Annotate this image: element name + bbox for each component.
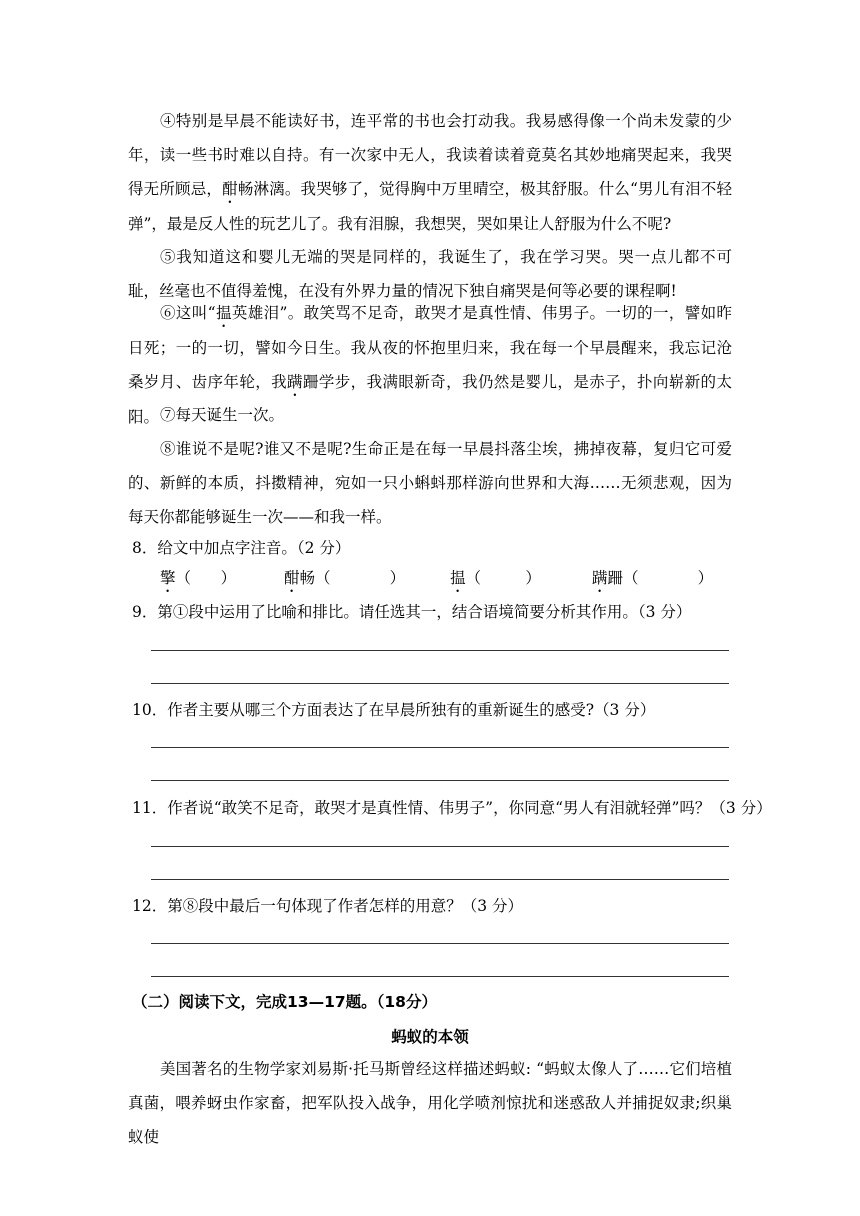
paragraph-5: ⑤我知道这和婴儿无端的哭是同样的，我诞生了，我在学习哭。哭一点儿都不可耻，丝毫也不值得羞愧，在没有外界力量的情况下独自痛哭是何等必要的课程啊! [128, 248, 732, 300]
pinyin-blank-1[interactable]: （ ） [175, 569, 237, 587]
article-title: 蚂蚁的本领 [391, 1028, 469, 1046]
section-2-heading: （二）阅读下文，完成13—17题。（18分） [132, 993, 437, 1011]
paragraph-6-text-a: ⑥这叫“ [160, 304, 216, 322]
paragraph-4-dotted-char: 酣 [222, 180, 238, 198]
paragraph-6-dotted-char-1: 揾 [215, 304, 232, 322]
answer-line-q11-2[interactable] [151, 879, 729, 880]
paragraph-6-dotted-char-2: 蹒 [287, 373, 303, 391]
paragraph-4 [128, 104, 732, 241]
question-11: 11．作者说“敢笑不足奇，敢哭才是真性情、伟男子”，你同意“男人有泪就轻弹”吗？（3 分） [132, 799, 772, 817]
pinyin-word-4: 蹒 [592, 569, 608, 587]
paragraph-7: ⑦每天诞生一次。 [160, 406, 285, 424]
article-intro-paragraph: 美国著名的生物学家刘易斯·托马斯曾经这样描述蚂蚁: “蚂蚁太像人了……它们培植真菌，喂养蚜虫作家畜，把军队投入战争，用化学喷剂惊扰和迷惑敌人并捕捉奴隶;织巢蚁使 [128, 1060, 732, 1146]
answer-line-q12-2[interactable] [151, 976, 729, 977]
answer-line-q10-1[interactable] [151, 747, 729, 748]
pinyin-blank-3[interactable]: （ ） [465, 569, 541, 587]
answer-line-q9-1[interactable] [151, 650, 729, 651]
paragraph-4-text-b: 畅淋漓。我哭够了，觉得胸中万里晴空，极其舒服。什么“男儿有泪不轻弹”，最是反人性的玩艺儿了。我有泪腺，我想哭，哭如果让人舒服为什么不呢? [128, 180, 732, 233]
pinyin-word-2: 酣 [284, 569, 300, 587]
pinyin-item-2 [284, 566, 405, 596]
question-12: 12．第⑧段中最后一句体现了作者怎样的用意？（3 分） [132, 897, 524, 915]
answer-line-q11-1[interactable] [151, 846, 729, 847]
pinyin-blank-2[interactable]: （ ） [315, 569, 406, 587]
pinyin-item-4 [592, 566, 713, 596]
answer-line-q12-1[interactable] [151, 943, 729, 944]
paragraph-6-text-b: 英雄泪”。敢笑骂不足奇，敢哭才是真性情、伟男子。一切的一，譬如昨日死；一的一切，譬如今日生。我从夜的怀抱里归来，我在每一个早晨醒来，我忘记沧桑岁月、齿序年轮，我 [128, 304, 732, 391]
pinyin-item-3 [450, 566, 541, 596]
pinyin-word-3: 揾 [450, 569, 466, 587]
paragraph-4-text-a: ④特别是早晨不能读好书，连平常的书也会打动我。我易感得像一个尚未发蒙的少年，读一些书时难以自持。有一次家中无人，我读着读着竟莫名其妙地痛哭起来，我哭得无所顾忌， [128, 112, 732, 198]
answer-line-q10-2[interactable] [151, 780, 729, 781]
pinyin-blank-4[interactable]: （ ） [623, 569, 714, 587]
question-10: 10．作者主要从哪三个方面表达了在早晨所独有的重新诞生的感受?（3 分） [132, 701, 656, 719]
pinyin-word-1: 擎 [160, 569, 176, 587]
paragraph-8: ⑧谁说不是呢?谁又不是呢?生命正是在每一早晨抖落尘埃，拂掉夜幕，复归它可爱的、新鲜的本质，抖擞精神，宛如一只小蝌蚪那样游向世界和大海……无须悲观，因为每天你都能够诞生一次——和我一样。 [128, 440, 732, 526]
paragraph-6-text-c: 跚学步，我满眼新奇，我仍然是婴儿，是赤子，扑向崭新的太阳。 [128, 373, 732, 426]
pinyin-answer-row [160, 566, 720, 590]
question-8: 8．给文中加点字注音。（2 分） [132, 539, 351, 557]
answer-line-q9-2[interactable] [151, 683, 729, 684]
pinyin-word-2-rest: 畅 [299, 569, 316, 587]
pinyin-item-1 [160, 566, 236, 596]
question-9: 9．第①段中运用了比喻和排比。请任选其一，结合语境简要分析其作用。（3 分） [132, 603, 692, 621]
pinyin-word-4-rest: 跚 [607, 569, 624, 587]
